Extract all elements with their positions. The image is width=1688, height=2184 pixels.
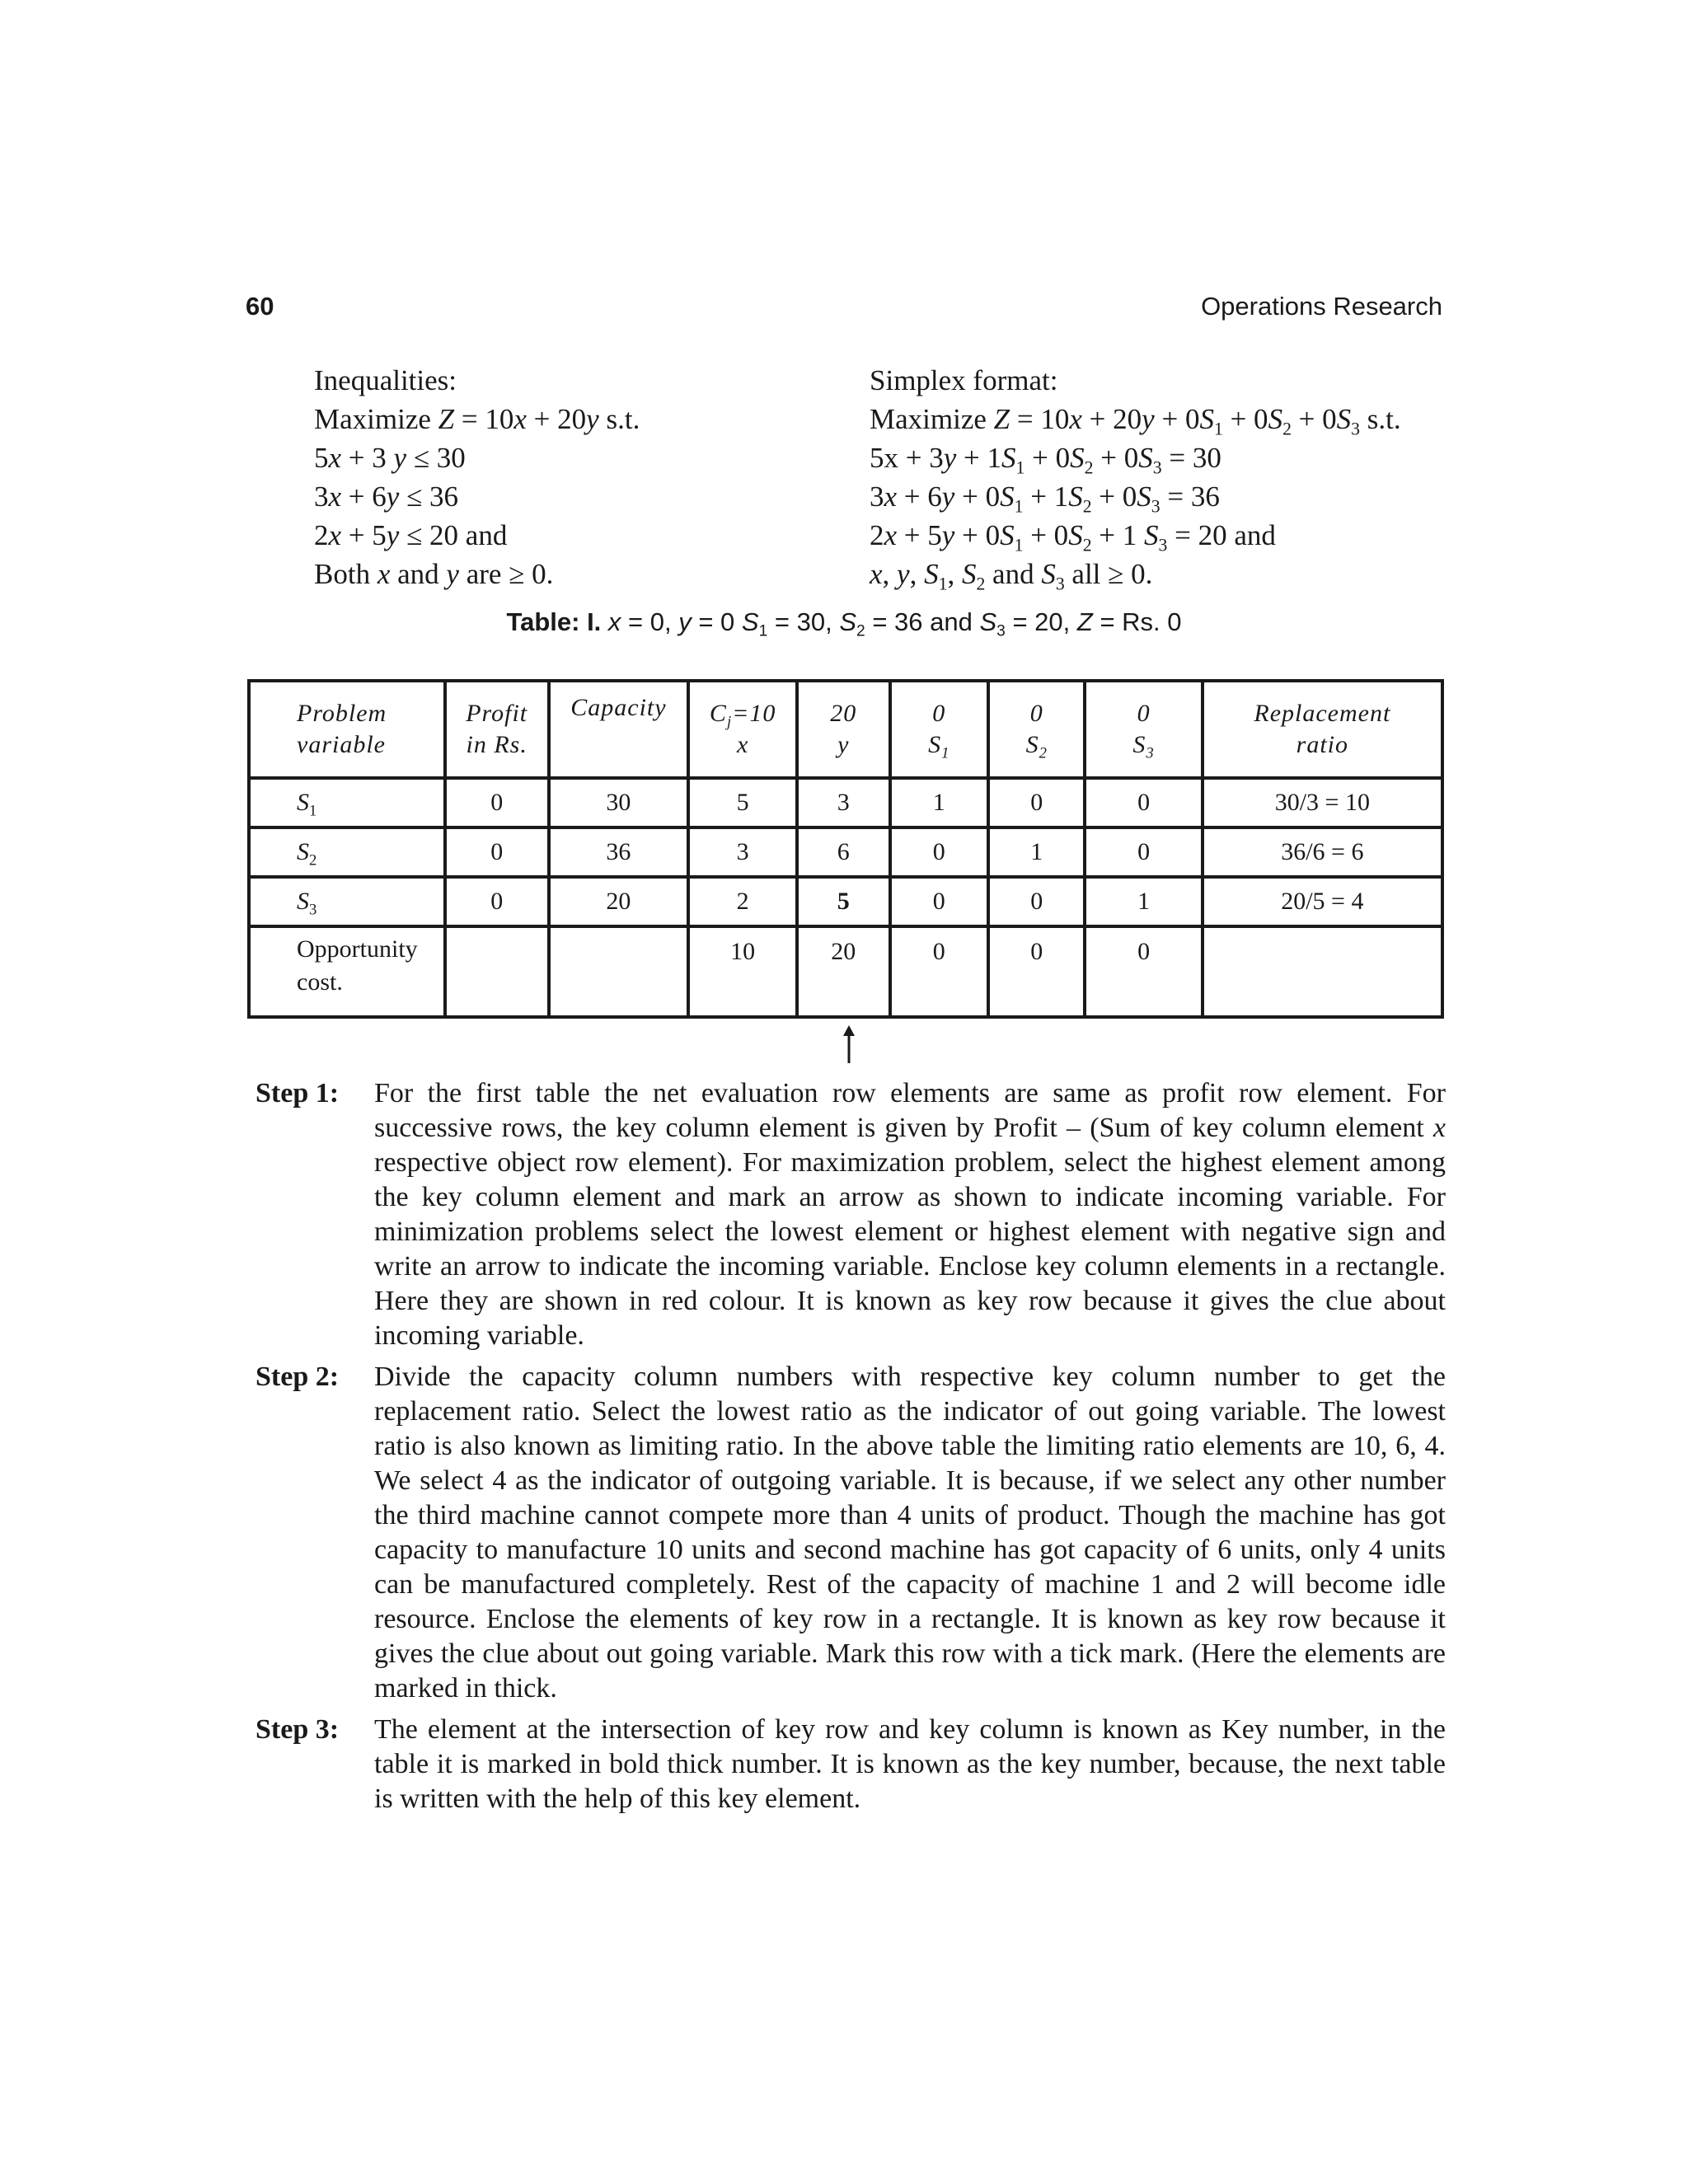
incoming-variable-arrow-icon: [841, 1025, 857, 1065]
step-1: [256, 1076, 1446, 1353]
table-row: [249, 877, 1442, 926]
cell-y: 6: [797, 827, 890, 877]
inequalities-objective: Maximize Z = 10x + 20y s.t.: [314, 403, 640, 435]
simplex-objective: Maximize $Z = 10x + 20y + 0S_1 + 0S_2 + 0S_3$ s.t.: [870, 403, 1401, 439]
cell-ratio-empty: [1203, 926, 1442, 1017]
row-variable: $S_3$: [249, 877, 445, 926]
step-3-text: The element at the intersection of key row and key column is known as Key number, in the table it is marked in bold thick number. It is known as the key number, because, the next table is written with the help of this key element.: [374, 1714, 1446, 1814]
cell-profit: 0: [445, 778, 549, 827]
header-y: 20 y: [797, 681, 890, 778]
cell-s2: 1: [988, 827, 1085, 877]
opportunity-cost-row: [249, 926, 1442, 1017]
header-s3: 0 $S_3$: [1085, 681, 1202, 778]
cell-capacity: 30: [549, 778, 689, 827]
cell-s1: 0: [890, 827, 988, 877]
cell-s2: 0: [988, 926, 1085, 1017]
step-2-text: Divide the capacity column numbers with respective key column number to get the replacement ratio. Select the lowest ratio as the indicator of out going variable. The lowest ratio is also known as limiting ratio. In the above table the limiting ratio elements are 10, 6, 4. We select 4 as the indicator of outgoing variable. It is because, if we select any other number the third machine cannot compete more than 4 units of product. Though the machine has got capacity to manufacture 10 units and second machine has got capacity of 6 units, only 4 units can be manufactured completely. Rest of the capacity of machine 1 and 2 will become idle resource. Enclose the elements of key row in a rectangle. It is known as key row because it gives the clue about out going variable. Mark this row with a tick mark. (Here the elements are marked in thick.: [374, 1361, 1446, 1704]
running-head: Operations Research: [1201, 292, 1442, 321]
inequalities-heading: Inequalities:: [314, 364, 457, 396]
cell-y: 3: [797, 778, 890, 827]
inequality-constraint-3: 2x + 5y ≤ 20 and: [314, 519, 508, 551]
table-row: [249, 778, 1442, 827]
cell-x: 3: [688, 827, 797, 877]
cell-s1: 0: [890, 926, 988, 1017]
cell-capacity: 20: [549, 877, 689, 926]
step-3: [256, 1713, 1446, 1816]
inequalities-block: [314, 361, 842, 593]
cell-s3: 0: [1085, 827, 1202, 877]
row-variable: $S_2$: [249, 827, 445, 877]
cell-capacity-empty: [549, 926, 689, 1017]
cell-ratio: 20/5 = 4: [1203, 877, 1442, 926]
table-header-row: [249, 681, 1442, 778]
inequality-nonnegativity: Both x and y are ≥ 0.: [314, 558, 554, 590]
cell-profit: 0: [445, 827, 549, 877]
cell-y: 20: [797, 926, 890, 1017]
key-number-cell: 5: [797, 877, 890, 926]
simplex-nonnegativity: x, y, $S_1$, $S_2$ and $S_3$ all ≥ 0.: [870, 558, 1153, 594]
header-s1: 0 $S_1$: [890, 681, 988, 778]
simplex-constraint-1: $5x + 3y + 1S_1 + 0S_2 + 0S_3 = 30$: [870, 442, 1221, 478]
cell-s1: 1: [890, 778, 988, 827]
simplex-constraint-3: $2x + 5y + 0S_1 + 0S_2 + 1$ $S_3 = 20$ and: [870, 519, 1276, 555]
cell-ratio: 30/3 = 10: [1203, 778, 1442, 827]
header-x: $C_j=10$ x: [688, 681, 797, 778]
cell-s3: 0: [1085, 778, 1202, 827]
table-row: [249, 827, 1442, 877]
cell-profit-empty: [445, 926, 549, 1017]
row-variable: $S_1$: [249, 778, 445, 827]
cell-profit: 0: [445, 877, 549, 926]
header-problem-variable: Problem variable: [249, 681, 445, 778]
simplex-block: [870, 361, 1447, 593]
step-2: [256, 1360, 1446, 1706]
cell-ratio: 36/6 = 6: [1203, 827, 1442, 877]
header-s2: 0 $S_2$: [988, 681, 1085, 778]
step-3-label: Step 3:: [256, 1714, 340, 1745]
page-number: 60: [246, 292, 274, 321]
table-caption: Table: I. x = 0, y = 0 $S_1 = 30$, $S_2 = 36$ and $S_3 = 20$, Z = Rs. 0: [506, 607, 1182, 640]
simplex-tableau: [247, 679, 1444, 1019]
cell-s3: 0: [1085, 926, 1202, 1017]
cell-x: 10: [688, 926, 797, 1017]
cell-s3: 1: [1085, 877, 1202, 926]
inequality-constraint-2: 3x + 6y ≤ 36: [314, 480, 459, 513]
step-1-text: For the first table the net evaluation row elements are same as profit row element. For successive rows, the key column element is given by Profit – (Sum of key column element x respective object row element). For maximization problem, select the highest element among the key column element and mark an arrow as shown to indicate incoming variable. For minimization problems select the lowest element or highest element with negative sign and write an arrow to indicate the incoming variable. Enclose key column elements in a rectangle. Here they are shown in red colour. It is known as key row because it gives the clue about incoming variable.: [374, 1078, 1446, 1351]
cell-s1: 0: [890, 877, 988, 926]
step-1-label: Step 1:: [256, 1078, 340, 1108]
cell-s2: 0: [988, 778, 1085, 827]
inequality-constraint-1: 5x + 3 y ≤ 30: [314, 442, 466, 474]
simplex-heading: Simplex format:: [870, 364, 1058, 396]
header-replacement-ratio: Replacement ratio: [1203, 681, 1442, 778]
step-2-label: Step 2:: [256, 1361, 340, 1392]
header-capacity: Capacity: [549, 681, 689, 778]
cell-x: 2: [688, 877, 797, 926]
cell-x: 5: [688, 778, 797, 827]
cell-s2: 0: [988, 877, 1085, 926]
opportunity-cost-label: Opportunity cost.: [249, 926, 445, 1017]
cell-capacity: 36: [549, 827, 689, 877]
simplex-constraint-2: $3x + 6y + 0S_1 + 1S_2 + 0S_3 = 36$: [870, 480, 1220, 517]
header-profit: Profit in Rs.: [445, 681, 549, 778]
